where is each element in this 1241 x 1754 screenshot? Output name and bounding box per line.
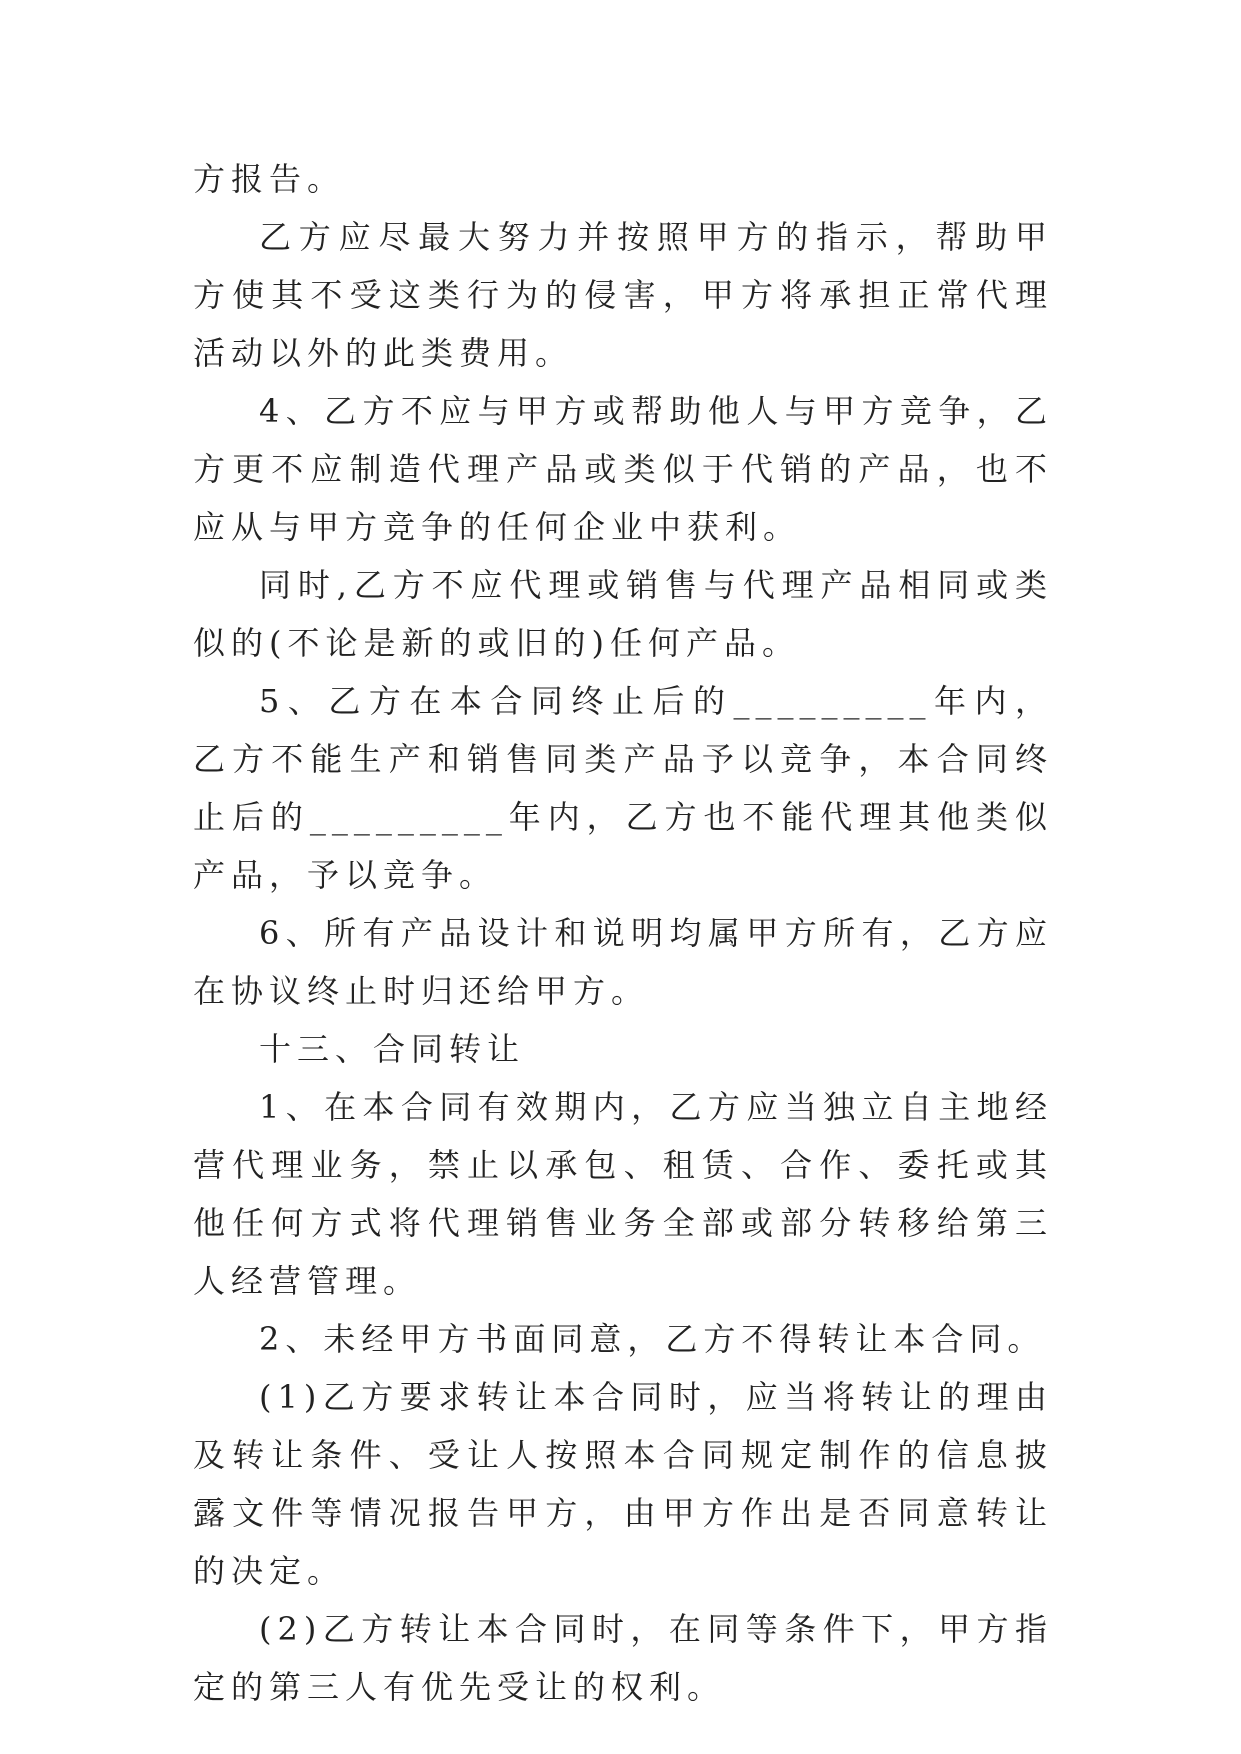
paragraph: 乙方应尽最大努力并按照甲方的指示，帮助甲方使其不受这类行为的侵害，甲方将承担正常代理活动以外的此类费用。	[193, 218, 1053, 372]
document-body	[193, 150, 1053, 1716]
paragraph: 6、所有产品设计和说明均属甲方所有，乙方应在协议终止时归还给甲方。	[193, 914, 1053, 1010]
paragraph: 同时,乙方不应代理或销售与代理产品相同或类似的(不论是新的或旧的)任何产品。	[193, 566, 1053, 662]
paragraph: (1)乙方要求转让本合同时，应当将转让的理由及转让条件、受让人按照本合同规定制作的信息披露文件等情况报告甲方，由甲方作出是否同意转让的决定。	[193, 1378, 1053, 1590]
paragraph: 5、乙方在本合同终止后的_________年内，乙方不能生产和销售同类产品予以竞争，本合同终止后的_________年内，乙方也不能代理其他类似产品，予以竞争。	[193, 682, 1053, 894]
paragraph: 2、未经甲方书面同意，乙方不得转让本合同。	[259, 1320, 1046, 1358]
paragraph: 1、在本合同有效期内，乙方应当独立自主地经营代理业务，禁止以承包、租赁、合作、委托或其他任何方式将代理销售业务全部或部分转移给第三人经营管理。	[193, 1088, 1053, 1300]
section-heading: 十三、合同转让	[259, 1030, 526, 1068]
paragraph: 方报告。	[193, 160, 346, 198]
paragraph: 4、乙方不应与甲方或帮助他人与甲方竞争，乙方更不应制造代理产品或类似于代销的产品，也不应从与甲方竞争的任何企业中获利。	[193, 392, 1053, 546]
paragraph: (2)乙方转让本合同时，在同等条件下，甲方指定的第三人有优先受让的权利。	[193, 1610, 1053, 1706]
